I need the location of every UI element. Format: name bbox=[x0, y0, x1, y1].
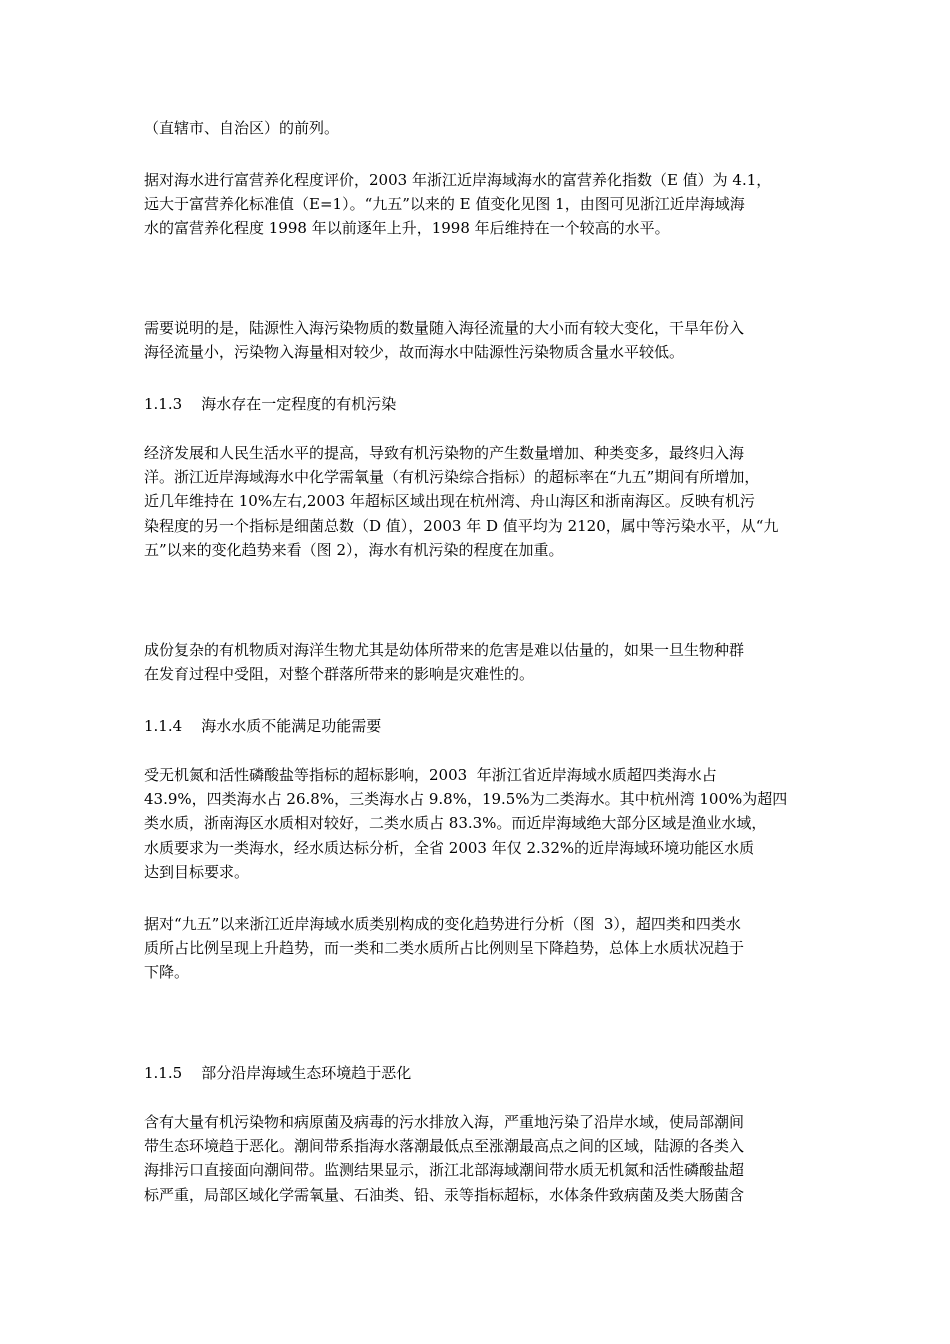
paragraph-line: （直辖市、自治区）的前列。 bbox=[144, 119, 340, 137]
paragraph-line: 43.9%，四类海水占 26.8%，三类海水占 9.8%，19.5%为二类海水。其中杭州湾 100%为超四 bbox=[144, 790, 788, 808]
paragraph-line: 水的富营养化程度 1998 年以前逐年上升，1998 年后维持在一个较高的水平。 bbox=[144, 219, 670, 237]
paragraph-line: 近几年维持在 10%左右,2003 年超标区域出现在杭州湾、舟山海区和浙南海区。反映有机污 bbox=[144, 492, 755, 510]
paragraph-line: 染程度的另一个指标是细菌总数（D 值），2003 年 D 值平均为 2120，属中等污染水平，从“九 bbox=[144, 517, 779, 535]
paragraph-line: 洋。浙江近岸海域海水中化学需氧量（有机污染综合指标）的超标率在“九五”期间有所增加， bbox=[144, 468, 760, 486]
paragraph-line: 受无机氮和活性磷酸盐等指标的超标影响，2003 年浙江省近岸海域水质超四类海水占 bbox=[144, 766, 717, 784]
paragraph-line: 据对“九五”以来浙江近岸海域水质类别构成的变化趋势进行分析（图 3），超四类和四类水 bbox=[144, 915, 741, 933]
paragraph-line: 经济发展和人民生活水平的提高，导致有机污染物的产生数量增加、种类变多，最终归入海 bbox=[144, 444, 745, 462]
paragraph-line: 带生态环境趋于恶化。潮间带系指海水落潮最低点至涨潮最高点之间的区域，陆源的各类入 bbox=[144, 1137, 745, 1155]
paragraph-line: 类水质，浙南海区水质相对较好，二类水质占 83.3%。而近岸海域绝大部分区域是渔业水域， bbox=[144, 814, 767, 832]
section-heading-1-1-5: 1.1.5 部分沿岸海域生态环境趋于恶化 bbox=[144, 1064, 412, 1082]
paragraph-line: 海排污口直接面向潮间带。监测结果显示，浙江北部海域潮间带水质无机氮和活性磷酸盐超 bbox=[144, 1161, 745, 1179]
paragraph-line: 下降。 bbox=[144, 963, 190, 981]
section-heading-1-1-3: 1.1.3 海水存在一定程度的有机污染 bbox=[144, 395, 397, 413]
paragraph-line: 海径流量小，污染物入海量相对较少，故而海水中陆源性污染物质含量水平较低。 bbox=[144, 343, 685, 361]
paragraph-line: 含有大量有机污染物和病原菌及病毒的污水排放入海，严重地污染了沿岸水域，使局部潮间 bbox=[144, 1113, 745, 1131]
paragraph-line: 需要说明的是，陆源性入海污染物质的数量随入海径流量的大小而有较大变化，干旱年份入 bbox=[144, 319, 745, 337]
paragraph-line: 在发育过程中受阻，对整个群落所带来的影响是灾难性的。 bbox=[144, 665, 535, 683]
paragraph-line: 据对海水进行富营养化程度评价，2003 年浙江近岸海域海水的富营养化指数（E 值）为 4.1， bbox=[144, 171, 772, 189]
paragraph-line: 达到目标要求。 bbox=[144, 863, 250, 881]
paragraph-line: 标严重，局部区域化学需氧量、石油类、铅、汞等指标超标，水体条件致病菌及类大肠菌含 bbox=[144, 1186, 745, 1204]
paragraph-line: 五”以来的变化趋势来看（图 2），海水有机污染的程度在加重。 bbox=[144, 541, 564, 559]
paragraph-line: 成份复杂的有机物质对海洋生物尤其是幼体所带来的危害是难以估量的，如果一旦生物种群 bbox=[144, 641, 745, 659]
section-heading-1-1-4: 1.1.4 海水水质不能满足功能需要 bbox=[144, 717, 382, 735]
paragraph-line: 远大于富营养化标准值（E=1）。“九五”以来的 E 值变化见图 1，由图可见浙江近岸海域海 bbox=[144, 195, 745, 213]
paragraph-line: 水质要求为一类海水，经水质达标分析，全省 2003 年仅 2.32%的近岸海域环境功能区水质 bbox=[144, 839, 755, 857]
paragraph-line: 质所占比例呈现上升趋势，而一类和二类水质所占比例则呈下降趋势，总体上水质状况趋于 bbox=[144, 939, 745, 957]
